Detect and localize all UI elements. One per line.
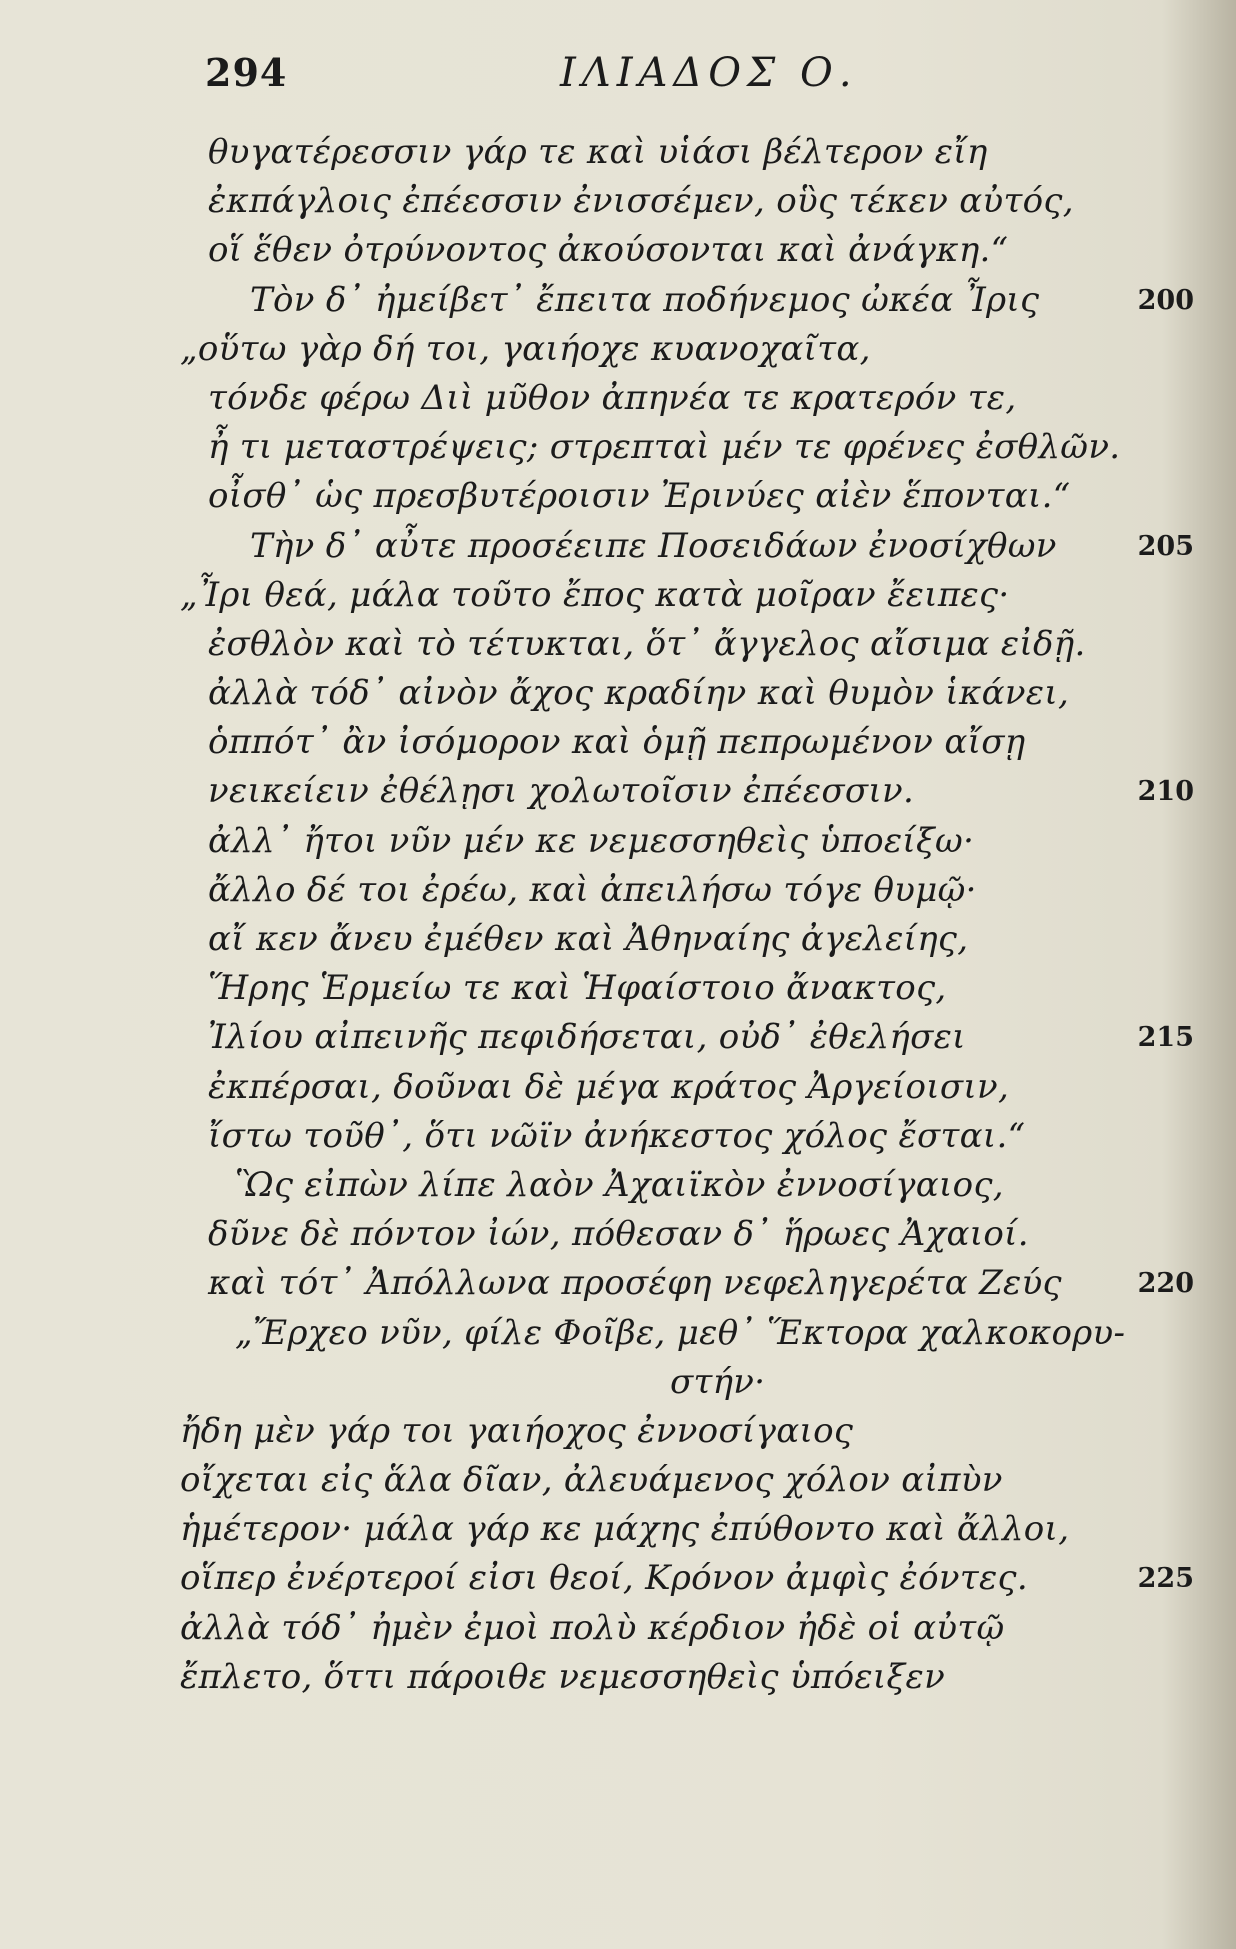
verse-text: οἴχεται εἰς ἅλα δῖαν, ἀλευάμενος χόλον αἰπὺν: [180, 1460, 1003, 1501]
verse-line: [0, 1063, 1236, 1112]
verse-line: [0, 915, 1236, 964]
verse-line: [0, 423, 1236, 472]
verse-text: „οὕτω γὰρ δή τοι, γαιήοχε κυανοχαῖτα,: [180, 328, 871, 369]
line-number: 215: [1137, 1022, 1194, 1054]
verse-text: Ἰλίου αἰπεινῆς πεφιδήσεται, οὐδ᾽ ἐθελήσει: [208, 1017, 966, 1058]
verse-line: [0, 522, 1236, 571]
verse-text: ἔπλετο, ὅττι πάροιθε νεμεσσηθεὶς ὑπόειξεν: [180, 1656, 946, 1697]
verse-text: „Ἶρι θεά, μάλα τοῦτο ἔπος κατὰ μοῖραν ἔειπες·: [180, 574, 1010, 615]
running-title: ΙΛΙΑΔΟΣ Ο.: [560, 50, 858, 96]
verse-line: [0, 1309, 1236, 1358]
verse-line: [0, 817, 1236, 866]
verse-text: ἐσθλὸν καὶ τὸ τέτυκται, ὅτ᾽ ἄγγελος αἴσιμα εἰδῇ.: [208, 623, 1086, 664]
line-number: 205: [1137, 530, 1194, 562]
verse-line: [0, 1456, 1236, 1505]
verse-line: [0, 866, 1236, 915]
verse-text: οἶσθ᾽ ὡς πρεσβυτέροισιν Ἐρινύες αἰὲν ἕπονται.“: [208, 476, 1071, 517]
verse-line: [0, 325, 1236, 374]
page-number: 294: [205, 50, 288, 95]
verse-line: [0, 964, 1236, 1013]
verse-line: [0, 620, 1236, 669]
verse-text: ἀλλ᾽ ἤτοι νῦν μέν κε νεμεσσηθεὶς ὑποείξω·: [208, 820, 975, 861]
verse-text: ἐκπάγλοις ἐπέεσσιν ἐνισσέμεν, οὓς τέκεν αὐτός,: [208, 181, 1074, 222]
verse-line: [0, 276, 1236, 325]
verse-text: καὶ τότ᾽ Ἀπόλλωνα προσέφη νεφεληγερέτα Ζεύς: [208, 1263, 1062, 1304]
verse-text: θυγατέρεσσιν γάρ τε καὶ υἱάσι βέλτερον εἴη: [208, 132, 988, 172]
verse-text: ἀλλὰ τόδ᾽ ἠμὲν ἐμοὶ πολὺ κέρδιον ἠδὲ οἱ αὐτῷ: [180, 1607, 1005, 1648]
verse-line: [0, 1358, 1236, 1407]
verse-text: οἵπερ ἐνέρτεροί εἰσι θεοί, Κρόνον ἀμφὶς ἐόντες.: [180, 1558, 1028, 1599]
verse-line: [0, 1210, 1236, 1259]
verse-line: [0, 1505, 1236, 1554]
verse-text: „Ἔρχεο νῦν, φίλε Φοῖβε, μεθ᾽ Ἕκτορα χαλκοκορυ-: [235, 1312, 1126, 1353]
verse-line: [0, 472, 1236, 521]
verse-text: ἄλλο δέ τοι ἐρέω, καὶ ἀπειλήσω τόγε θυμῷ·: [208, 869, 977, 910]
verse-line: [0, 226, 1236, 275]
verse-line: [0, 1259, 1236, 1308]
line-number: 220: [1137, 1268, 1194, 1300]
verse-line: [0, 571, 1236, 620]
verse-text: Ὣς εἰπὼν λίπε λαὸν Ἀχαιϊκὸν ἐννοσίγαιος,: [235, 1164, 1004, 1205]
verse-line: [0, 718, 1236, 767]
verse-text: ἴστω τοῦθ᾽, ὅτι νῶϊν ἀνήκεστος χόλος ἔσται.“: [208, 1115, 1026, 1156]
verse-text: οἵ ἕθεν ὀτρύνοντος ἀκούσονται καὶ ἀνάγκη.“: [208, 230, 1009, 271]
verse-line: [0, 1161, 1236, 1210]
verse-line: [0, 177, 1236, 226]
verse-line: [0, 1112, 1236, 1161]
line-number: 200: [1137, 284, 1194, 316]
verse-line: [0, 767, 1236, 816]
poem-text: [0, 128, 1236, 1702]
page-header: [0, 42, 1236, 102]
line-number: 225: [1137, 1563, 1194, 1595]
verse-text: ἦ τι μεταστρέψεις; στρεπταὶ μέν τε φρένες ἐσθλῶν.: [208, 427, 1121, 468]
verse-text: Τὸν δ᾽ ἠμείβετ᾽ ἔπειτα ποδήνεμος ὠκέα Ἶρις: [250, 279, 1040, 320]
verse-line: [0, 1653, 1236, 1702]
verse-text: ἀλλὰ τόδ᾽ αἰνὸν ἄχος κραδίην καὶ θυμὸν ἱκάνει,: [208, 673, 1070, 714]
verse-text: Τὴν δ᾽ αὖτε προσέειπε Ποσειδάων ἐνοσίχθων: [250, 525, 1057, 566]
verse-text: δῦνε δὲ πόντον ἰών, πόθεσαν δ᾽ ἥρωες Ἀχαιοί.: [208, 1214, 1029, 1255]
verse-text: στήν·: [670, 1361, 766, 1402]
verse-text: ὁππότ᾽ ἂν ἰσόμορον καὶ ὁμῇ πεπρωμένον αἴσῃ: [208, 722, 1026, 763]
verse-line: [0, 374, 1236, 423]
verse-line: [0, 669, 1236, 718]
verse-text: αἴ κεν ἄνευ ἐμέθεν καὶ Ἀθηναίης ἀγελείης,: [208, 919, 969, 959]
verse-text: νεικείειν ἐθέλῃσι χολωτοῖσιν ἐπέεσσιν.: [208, 771, 915, 812]
verse-line: [0, 1604, 1236, 1653]
verse-line: [0, 1013, 1236, 1062]
verse-text: τόνδε φέρω Διὶ μῦθον ἀπηνέα τε κρατερόν τε,: [208, 377, 1017, 418]
verse-line: [0, 1554, 1236, 1603]
verse-line: [0, 1407, 1236, 1456]
verse-text: ἐκπέρσαι, δοῦναι δὲ μέγα κράτος Ἀργείοισιν,: [208, 1066, 1010, 1107]
verse-text: ἡμέτερον· μάλα γάρ κε μάχης ἐπύθοντο καὶ ἄλλοι,: [180, 1509, 1070, 1550]
verse-text: ἤδη μὲν γάρ τοι γαιήοχος ἐννοσίγαιος: [180, 1410, 854, 1451]
verse-text: Ἥρης Ἑρμείω τε καὶ Ἡφαίστοιο ἄνακτος,: [208, 968, 947, 1009]
line-number: 210: [1137, 776, 1194, 808]
verse-line: [0, 128, 1236, 177]
